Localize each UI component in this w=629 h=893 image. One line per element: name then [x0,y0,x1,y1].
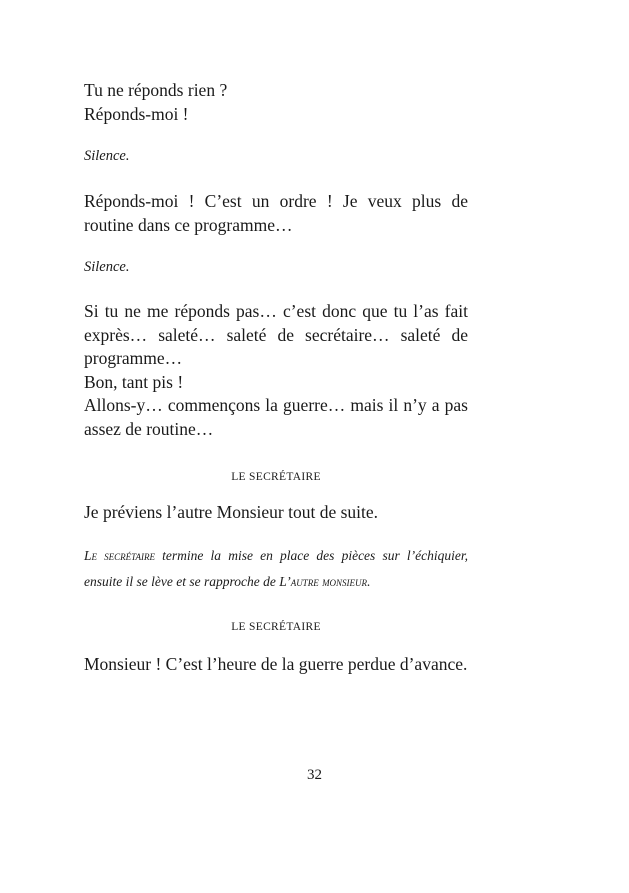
stage-direction-text: termine la mise en place des pièces sur l’échiquier, ensuite il se lève et se rapproche de [84,547,468,589]
character-name: L’autre monsieur [279,573,368,589]
stage-direction-text: . [367,573,371,589]
speaker-name: LE SECRÉTAIRE [231,471,321,483]
stage-direction: Silence. [84,148,130,164]
dialogue-paragraph: Monsieur ! C’est l’heure de la guerre perdue d’avance. [84,653,468,674]
dialogue-line: Réponds-moi ! [84,103,189,124]
character-name: Le secrétaire [84,547,155,563]
page-text [84,79,468,676]
stage-direction: Silence. [84,259,130,275]
dialogue-paragraph: Allons-y… commençons la guerre… mais il n’y a pas assez de routine… [84,395,468,439]
dialogue-paragraph: Réponds-moi ! C’est un ordre ! Je veux plus de routine dans ce programme… [84,191,468,235]
dialogue-line: Je préviens l’autre Monsieur tout de suite. [84,502,379,522]
dialogue-line: Bon, tant pis ! [84,371,184,392]
speaker-name: LE SECRÉTAIRE [231,620,321,633]
dialogue-line: Tu ne réponds rien ? [84,80,228,100]
page-number: 32 [307,767,322,783]
stage-direction [84,543,468,595]
dialogue-paragraph: Si tu ne me réponds pas… c’est donc que tu l’as fait exprès… saleté… saleté de secrétaire… saleté de programme… [84,301,468,368]
